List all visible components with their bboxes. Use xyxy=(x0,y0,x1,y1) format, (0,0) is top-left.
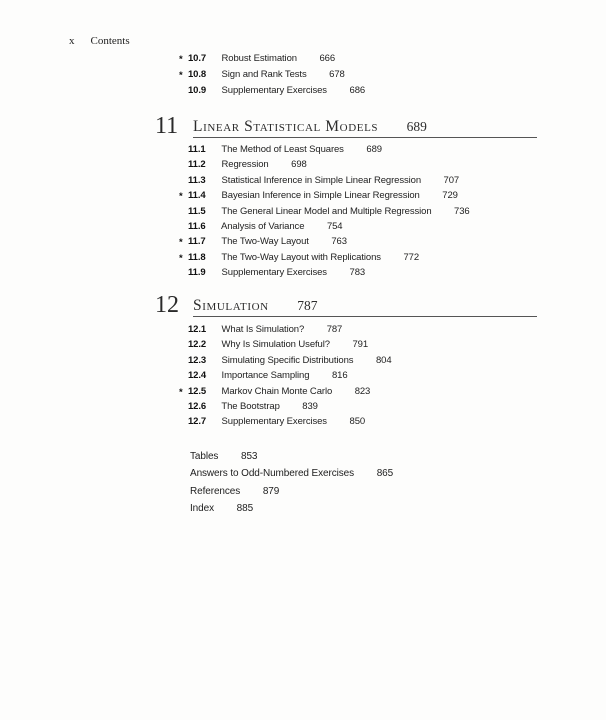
section-page: 804 xyxy=(375,354,392,366)
section-number: 12.6 xyxy=(188,400,207,412)
section-number: 11.1 xyxy=(188,144,206,155)
section-title: Supplementary Exercises xyxy=(221,267,327,279)
section-page: 783 xyxy=(349,267,366,279)
toc-entry xyxy=(188,219,470,234)
star-marker: * xyxy=(179,54,183,65)
chapter-title-rule xyxy=(193,116,537,138)
toc-entry xyxy=(188,337,392,352)
toc-entry xyxy=(179,188,470,203)
section-page: 666 xyxy=(319,53,336,64)
chapter-page: 787 xyxy=(297,298,318,313)
section-title: Markov Chain Monte Carlo xyxy=(221,385,333,397)
toc-entry xyxy=(188,157,470,172)
section-number: 10.9 xyxy=(188,85,207,96)
toc-entry xyxy=(179,67,365,83)
section-title: Importance Sampling xyxy=(221,370,310,382)
back-matter-title: Index xyxy=(190,503,214,515)
toc-entry xyxy=(188,414,392,429)
back-matter-title: References xyxy=(190,485,241,497)
toc-entry xyxy=(179,234,470,249)
section-title: The Two-Way Layout with Replications xyxy=(221,251,381,263)
section-page: 736 xyxy=(454,205,470,217)
section-page: 707 xyxy=(443,174,460,186)
section-page: 754 xyxy=(326,220,343,232)
running-head-title: Contents xyxy=(90,35,130,47)
section-number: 12.1 xyxy=(188,324,207,335)
toc-entry xyxy=(188,368,392,383)
chapter-title-rule xyxy=(193,295,537,317)
section-number: 12.5 xyxy=(188,385,207,397)
star-marker: * xyxy=(179,191,183,203)
section-number: 12.7 xyxy=(188,416,207,428)
section-page: 729 xyxy=(442,190,458,202)
star-marker: * xyxy=(179,252,183,264)
back-matter-entry xyxy=(190,500,393,517)
toc-entry xyxy=(188,399,392,414)
section-number: 11.8 xyxy=(188,251,206,263)
toc-entry xyxy=(179,384,392,399)
section-page: 678 xyxy=(329,69,345,80)
section-number: 10.8 xyxy=(188,69,207,80)
back-matter-list xyxy=(190,448,393,518)
section-number: 12.2 xyxy=(188,339,207,351)
section-page: 839 xyxy=(302,400,318,412)
section-number: 11.5 xyxy=(188,205,206,217)
chapter-title: Linear Statistical Models xyxy=(193,118,379,135)
section-number: 10.7 xyxy=(188,53,207,64)
section-title: Supplementary Exercises xyxy=(221,85,327,96)
section-title: Simulating Specific Distributions xyxy=(221,354,354,366)
chapter-number: 12 xyxy=(155,292,179,318)
section-title: The Two-Way Layout xyxy=(221,236,309,248)
section-page: 698 xyxy=(291,159,307,171)
back-matter-title: Answers to Odd-Numbered Exercises xyxy=(190,468,354,480)
toc-list-chapter-12 xyxy=(179,322,392,430)
section-number: 11.9 xyxy=(188,267,206,279)
section-number: 11.7 xyxy=(188,236,206,248)
toc-entry xyxy=(188,142,470,157)
chapter-number: 11 xyxy=(155,113,179,139)
section-number: 11.2 xyxy=(188,159,206,171)
section-title: Analysis of Variance xyxy=(221,220,305,232)
section-page: 689 xyxy=(366,144,382,155)
section-title: The General Linear Model and Multiple Regression xyxy=(221,205,432,217)
section-page: 772 xyxy=(403,251,420,263)
section-number: 11.6 xyxy=(188,220,206,232)
section-title: Why Is Simulation Useful? xyxy=(221,339,330,351)
section-page: 787 xyxy=(326,324,343,335)
running-head xyxy=(69,35,130,47)
chapter-page: 689 xyxy=(406,119,427,134)
toc-entry xyxy=(188,265,470,280)
section-page: 823 xyxy=(354,385,371,397)
chapter-heading-11 xyxy=(155,113,537,139)
back-matter-page: 865 xyxy=(376,468,394,480)
section-page: 791 xyxy=(352,339,369,351)
toc-entry xyxy=(179,250,470,265)
section-title: The Bootstrap xyxy=(221,400,280,412)
back-matter-page: 853 xyxy=(241,451,258,462)
section-number: 11.3 xyxy=(188,174,206,186)
page-folio: x xyxy=(69,35,75,47)
section-page: 763 xyxy=(331,236,347,248)
star-marker: * xyxy=(179,237,183,249)
toc-list-chapter-10 xyxy=(179,51,366,99)
section-title: Bayesian Inference in Simple Linear Regression xyxy=(221,190,420,202)
back-matter-entry xyxy=(190,483,393,500)
back-matter-page: 885 xyxy=(236,503,254,515)
toc-entry xyxy=(188,322,392,337)
chapter-heading-12 xyxy=(155,292,537,318)
section-page: 686 xyxy=(349,85,366,96)
section-title: The Method of Least Squares xyxy=(221,144,344,155)
toc-entry xyxy=(179,51,365,67)
section-page: 816 xyxy=(331,370,348,382)
section-number: 11.4 xyxy=(188,190,206,202)
section-number: 12.3 xyxy=(188,354,207,366)
back-matter-entry xyxy=(190,448,393,465)
section-title: Statistical Inference in Simple Linear Regression xyxy=(221,174,421,186)
section-title: What Is Simulation? xyxy=(221,324,305,335)
toc-entry xyxy=(188,353,392,368)
section-title: Regression xyxy=(221,159,269,171)
back-matter-title: Tables xyxy=(190,451,219,462)
section-page: 850 xyxy=(349,416,366,428)
back-matter-entry xyxy=(190,465,393,482)
back-matter-page: 879 xyxy=(262,485,280,497)
toc-entry xyxy=(188,83,365,99)
star-marker: * xyxy=(179,70,183,81)
section-number: 12.4 xyxy=(188,370,207,382)
section-title: Supplementary Exercises xyxy=(221,416,327,428)
chapter-title: Simulation xyxy=(193,297,269,314)
toc-list-chapter-11 xyxy=(179,142,470,281)
star-marker: * xyxy=(179,386,183,398)
section-title: Robust Estimation xyxy=(221,53,297,64)
toc-entry xyxy=(188,173,470,188)
toc-entry xyxy=(188,204,470,219)
section-title: Sign and Rank Tests xyxy=(221,69,307,80)
